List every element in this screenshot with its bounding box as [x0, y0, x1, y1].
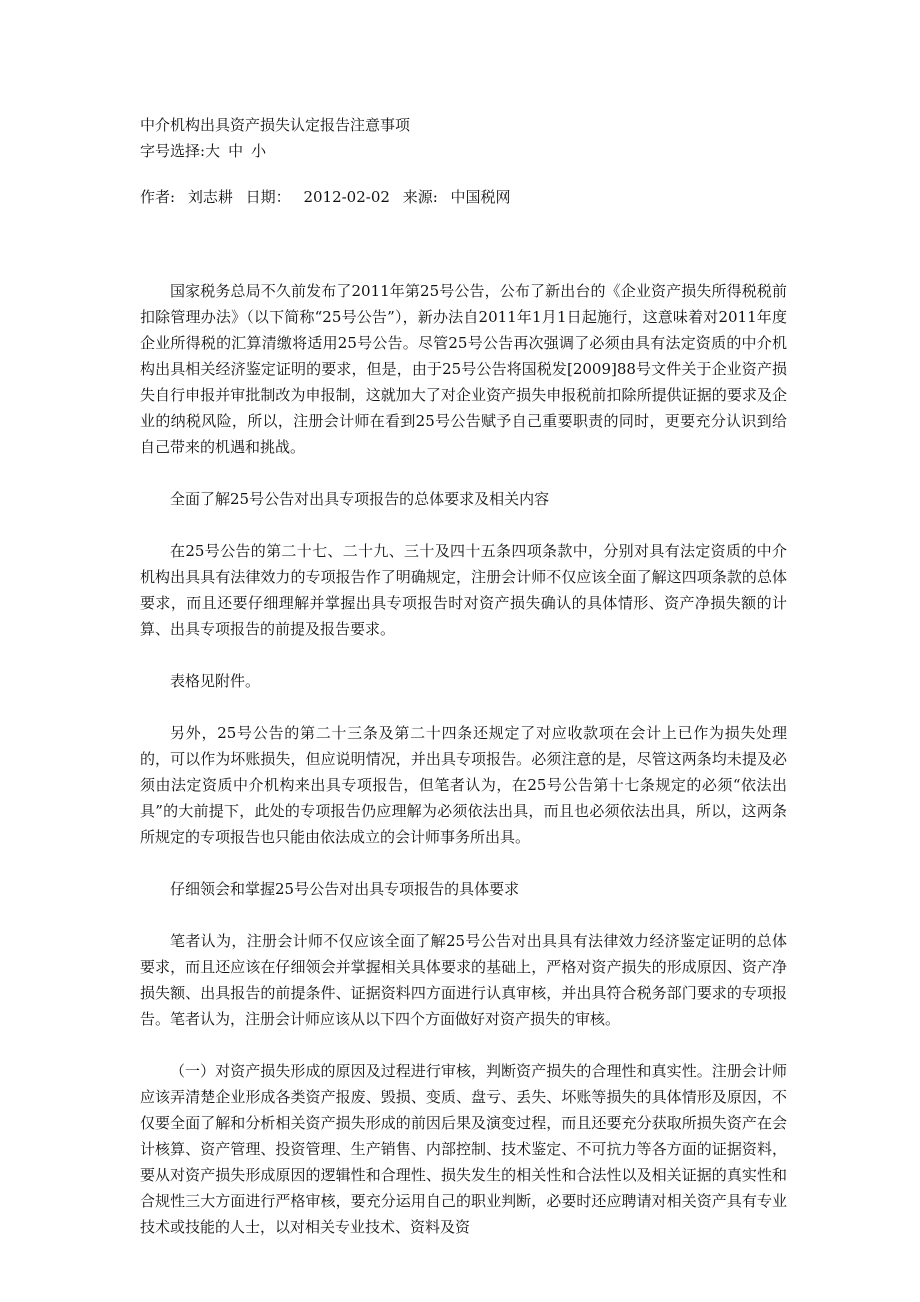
- publish-date: 2012-02-02: [303, 188, 390, 206]
- author-label: 作者:: [140, 188, 176, 206]
- section-heading-specific: 仔细领会和掌握25号公告对出具专项报告的具体要求: [170, 880, 520, 898]
- paragraph-review-aspects: 笔者认为，注册会计师不仅应该全面了解25号公告对出具具有法律效力经济鉴定证明的总体要求，而且还应该在仔细领会并掌握相关具体要求的基础上，严格对资产损失的形成原因、资产净损失额、出具报告的前提条件、证据资料四方面进行认真审核，并出具符合税务部门要求的专项报告。笔者认为，注册会计师应该从以下四个方面做好对资产损失的审核。: [140, 932, 787, 1028]
- article-header: [140, 112, 800, 164]
- paragraph-table-note: 表格见附件。: [170, 672, 261, 690]
- article-body: [140, 278, 787, 1240]
- paragraph-review-cause: （一）对资产损失形成的原因及过程进行审核，判断资产损失的合理性和真实性。注册会计师应该弄清楚企业形成各类资产报废、毁损、变质、盘亏、丢失、坏账等损失的具体情形及原因，不仅要全面了解和分析相关资产损失形成的前因后果及演变过程，而且还要充分获取所损失资产在会计核算、资产管理、投资管理、生产销售、内部控制、技术鉴定、不可抗力等各方面的证据资料，要从对资产损失形成原因的逻辑性和合理性、损失发生的相关性和合法性以及相关证据的真实性和合规性三大方面进行严格审核，要充分运用自己的职业判断，必要时还应聘请对相关资产具有专业技术或技能的人士，以对相关专业技术、资料及资: [140, 1062, 787, 1236]
- section-heading-overall: 全面了解25号公告对出具专项报告的总体要求及相关内容: [170, 490, 550, 508]
- author-name: 刘志耕: [187, 188, 233, 206]
- font-size-small-link[interactable]: 小: [251, 142, 267, 160]
- font-size-selector: [140, 138, 800, 164]
- paragraph-clauses: 在25号公告的第二十七、二十九、三十及四十五条四项条款中，分别对具有法定资质的中介机构出具具有法律效力的专项报告作了明确规定，注册会计师不仅应该全面了解这四项条款的总体要求，而且还要仔细理解并掌握出具专项报告时对资产损失确认的具体情形、资产净损失额的计算、出具专项报告的前提及报告要求。: [140, 542, 787, 638]
- font-size-label: 字号选择:: [140, 142, 206, 160]
- source-name: 中国税网: [450, 188, 511, 206]
- date-label: 日期：: [245, 188, 291, 206]
- font-size-medium-link[interactable]: 中: [228, 142, 244, 160]
- font-size-large-link[interactable]: 大: [205, 142, 221, 160]
- paragraph-receivables: 另外，25号公告的第二十三条及第二十四条还规定了对应收款项在会计上已作为损失处理的，可以作为坏账损失，但应说明情况，并出具专项报告。必须注意的是，尽管这两条均未提及必须由法定资质中介机构来出具专项报告，但笔者认为，在25号公告第十七条规定的必须“依法出具”的大前提下，此处的专项报告仍应理解为必须依法出具，而且也必须依法出具，所以，这两条所规定的专项报告也只能由依法成立的会计师事务所出具。: [140, 724, 787, 846]
- article-meta: [140, 184, 511, 210]
- article-title: 中介机构出具资产损失认定报告注意事项: [140, 116, 411, 134]
- source-label: 来源:: [402, 188, 438, 206]
- paragraph-intro: 国家税务总局不久前发布了2011年第25号公告，公布了新出台的《企业资产损失所得税税前扣除管理办法》（以下简称“25号公告”），新办法自2011年1月1日起施行，这意味着对2011年度企业所得税的汇算清缴将适用25号公告。尽管25号公告再次强调了必须由具有法定资质的中介机构出具相关经济鉴定证明的要求，但是，由于25号公告将国税发[2009]88号文件关于企业资产损失自行申报并审批制改为申报制，这就加大了对企业资产损失申报税前扣除所提供证据的要求及企业的纳税风险，所以，注册会计师在看到25号公告赋予自己重要职责的同时，更要充分认识到给自己带来的机遇和挑战。: [140, 282, 787, 456]
